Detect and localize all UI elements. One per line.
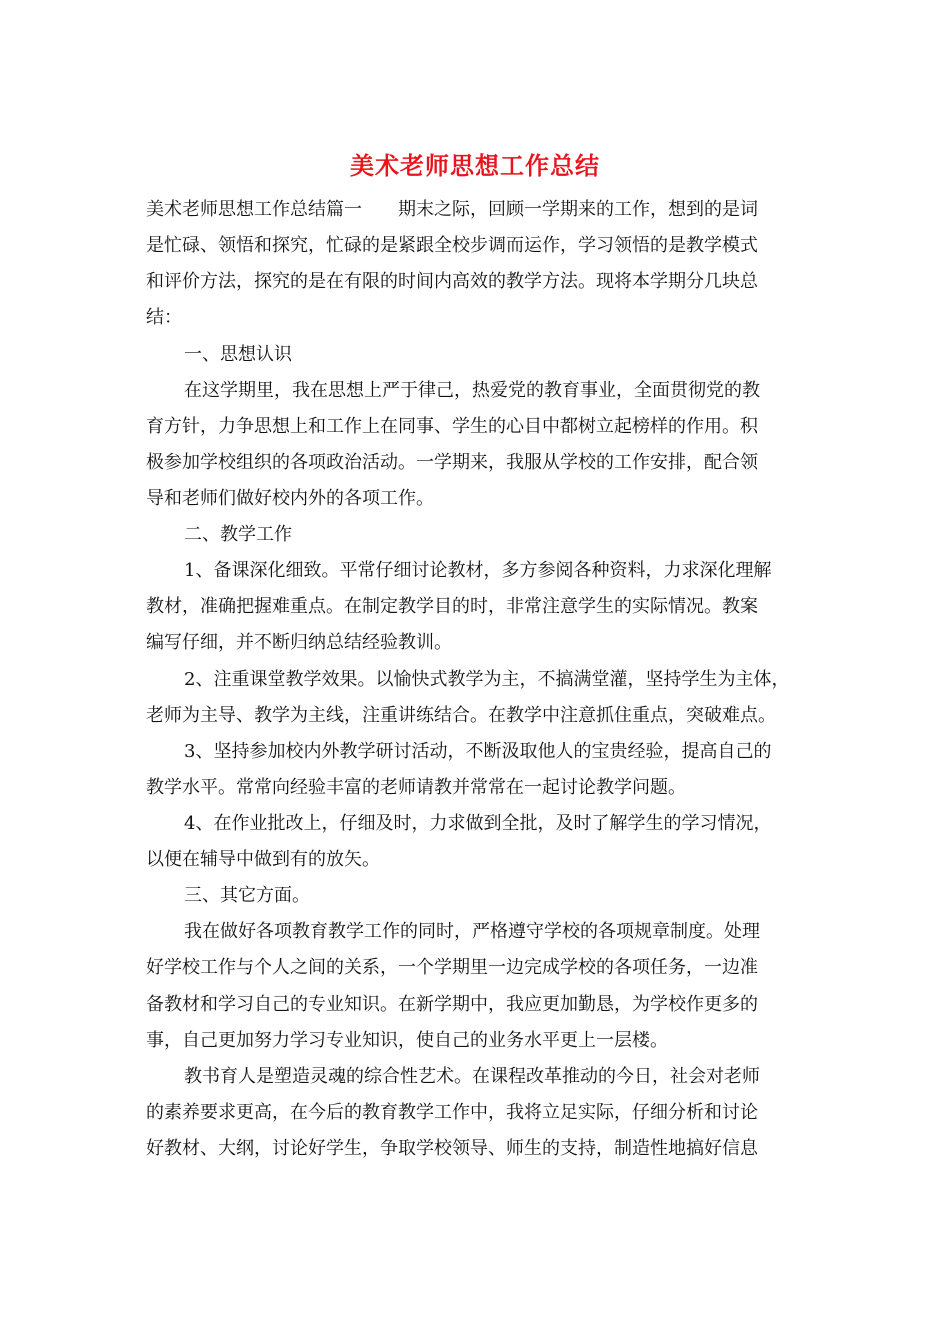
text-line: 在这学期里，我在思想上严于律己，热爱党的教育事业，全面贯彻党的教 bbox=[184, 380, 760, 401]
text-line: 育方针，力争思想上和工作上在同事、学生的心目中都树立起榜样的作用。积 bbox=[146, 416, 758, 437]
section-heading: 三、其它方面。 bbox=[184, 885, 310, 906]
text-line: 的素养要求更高，在今后的教育教学工作中，我将立足实际，仔细分析和讨论 bbox=[146, 1102, 758, 1123]
section-heading: 二、教学工作 bbox=[184, 524, 292, 545]
text-line: 导和老师们做好校内外的各项工作。 bbox=[146, 488, 434, 509]
text-line: 2、注重课堂教学效果。以愉快式教学为主，不搞满堂灌，坚持学生为主体， bbox=[184, 669, 790, 690]
text-line: 是忙碌、领悟和探究，忙碌的是紧跟全校步调而运作，学习领悟的是教学模式 bbox=[146, 235, 758, 256]
text-line: 备教材和学习自己的专业知识。在新学期中，我应更加勤恳，为学校作更多的 bbox=[146, 994, 758, 1015]
text-line: 1、备课深化细致。平常仔细讨论教材，多方参阅各种资料，力求深化理解 bbox=[184, 560, 772, 581]
text-line: 极参加学校组织的各项政治活动。一学期来，我服从学校的工作安排，配合领 bbox=[146, 452, 758, 473]
text-line: 好教材、大纲，讨论好学生，争取学校领导、师生的支持，制造性地搞好信息 bbox=[146, 1138, 758, 1159]
text-line: 好学校工作与个人之间的关系，一个学期里一边完成学校的各项任务，一边准 bbox=[146, 957, 758, 978]
text-line: 编写仔细，并不断归纳总结经验教训。 bbox=[146, 632, 452, 653]
text-line: 和评价方法，探究的是在有限的时间内高效的教学方法。现将本学期分几块总 bbox=[146, 271, 758, 292]
text-line: 老师为主导、教学为主线，注重讲练结合。在教学中注意抓住重点，突破难点。 bbox=[146, 705, 776, 726]
text-line: 以便在辅导中做到有的放矢。 bbox=[146, 849, 380, 870]
text-line: 4、在作业批改上，仔细及时，力求做到全批，及时了解学生的学习情况， bbox=[184, 813, 772, 834]
text-line: 教学水平。常常向经验丰富的老师请教并常常在一起讨论教学问题。 bbox=[146, 777, 686, 798]
text-line: 教材，准确把握难重点。在制定教学目的时，非常注意学生的实际情况。教案 bbox=[146, 596, 758, 617]
text-line: 事，自己更加努力学习专业知识，使自己的业务水平更上一层楼。 bbox=[146, 1030, 668, 1051]
document-title: 美术老师思想工作总结 bbox=[350, 151, 600, 180]
text-line: 3、坚持参加校内外教学研讨活动，不断汲取他人的宝贵经验，提高自己的 bbox=[184, 741, 772, 762]
section-heading: 一、思想认识 bbox=[184, 344, 292, 365]
text-line: 美术老师思想工作总结篇一 期末之际，回顾一学期来的工作，想到的是词 bbox=[146, 199, 758, 220]
text-line: 我在做好各项教育教学工作的同时，严格遵守学校的各项规章制度。处理 bbox=[184, 921, 760, 942]
text-line: 结： bbox=[146, 307, 182, 328]
text-line: 教书育人是塑造灵魂的综合性艺术。在课程改革推动的今日，社会对老师 bbox=[184, 1066, 760, 1087]
